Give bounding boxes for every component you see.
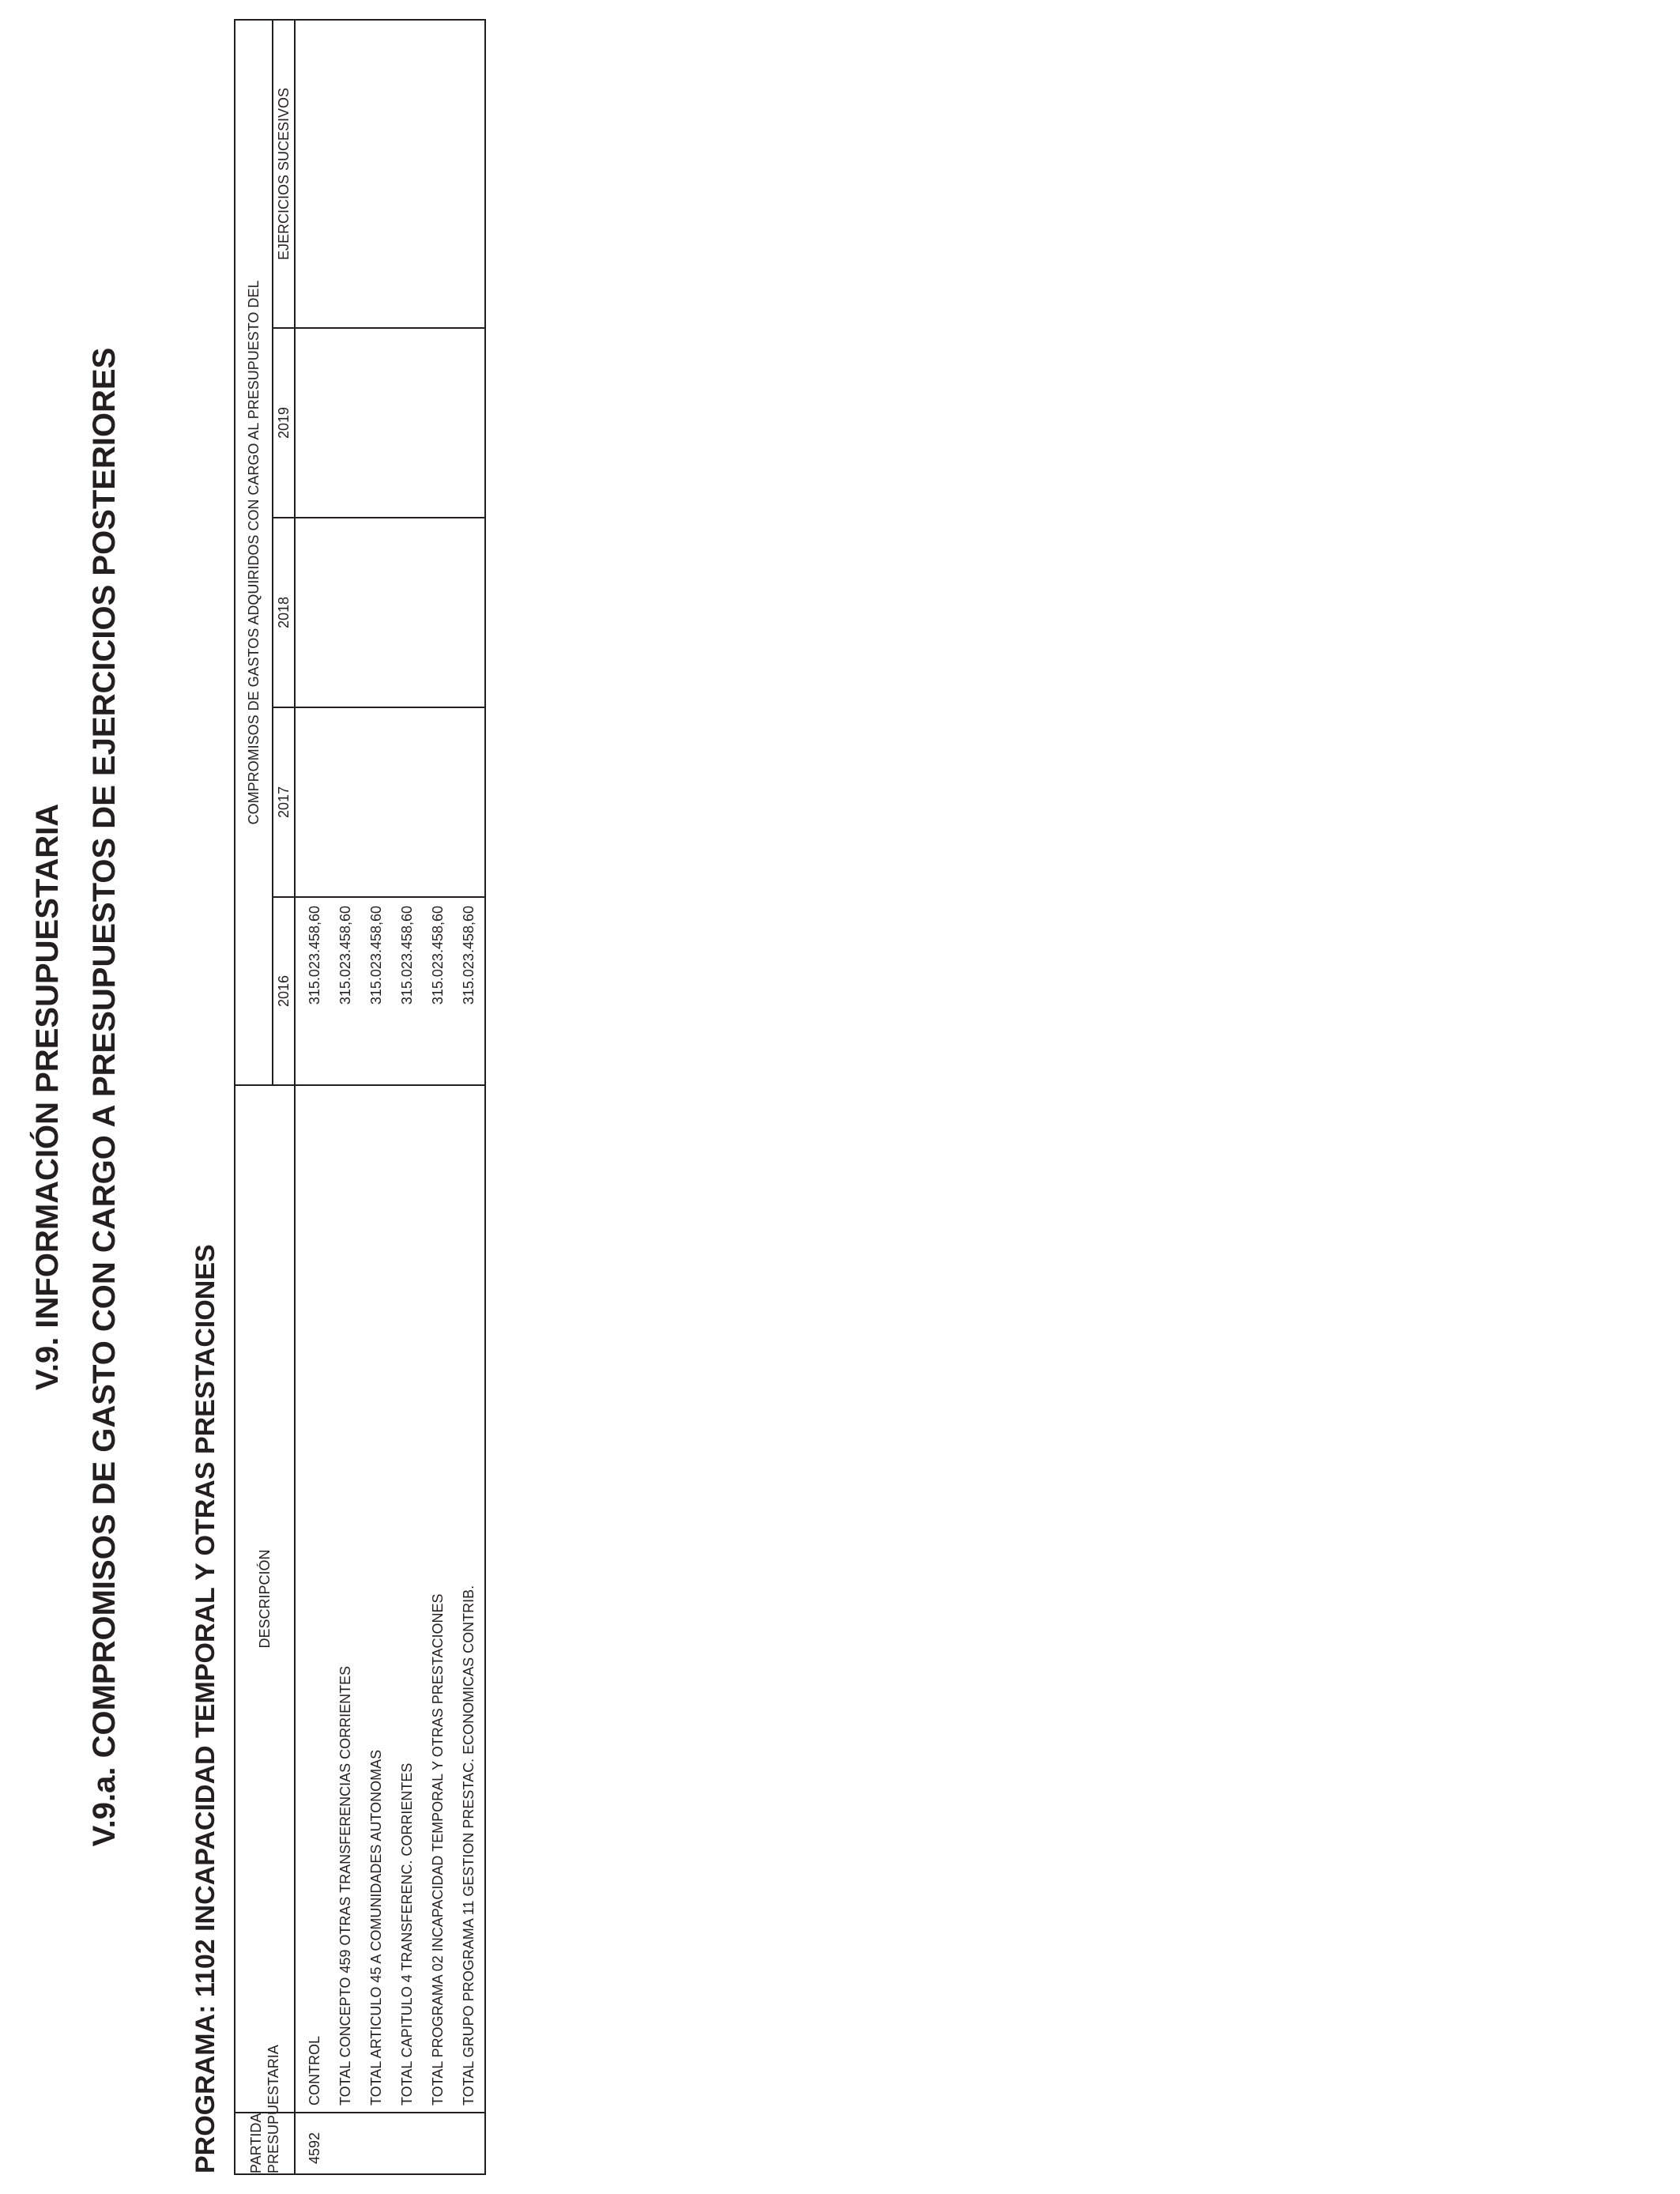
row-amount-2016: 315.023.458,60 <box>307 906 322 1005</box>
header-partida <box>235 2045 295 2174</box>
row-amount-2016: 315.023.458,60 <box>337 906 353 1005</box>
header-descripcion: DESCRIPCIÓN <box>235 1085 295 2113</box>
row-amount-2016: 315.023.458,60 <box>430 906 446 1005</box>
partida-code: 4592 <box>307 2132 322 2165</box>
header-partida-line2: PRESUPUESTARIA <box>266 2045 281 2173</box>
amounts-2019-cell <box>295 328 485 518</box>
section-title: V.9. INFORMACIÓN PRESUPUESTARIA <box>30 803 65 1391</box>
header-group-commitments: COMPROMISOS DE GASTOS ADQUIRIDOS CON CARGO AL PRESUPUESTO DEL <box>235 20 273 1085</box>
row-description: TOTAL GRUPO PROGRAMA 11 GESTION PRESTAC. ECONOMICAS CONTRIB. <box>461 1585 477 2105</box>
header-ejercicios-sucesivos: EJERCICIOS SUCESIVOS <box>273 20 295 328</box>
header-year-2017: 2017 <box>273 707 295 897</box>
descripcion-cell <box>295 1085 485 2113</box>
amounts-2018-cell <box>295 518 485 707</box>
commitments-table <box>234 19 486 2175</box>
amounts-sucesivos-cell <box>295 20 485 328</box>
amounts-2017-cell <box>295 707 485 897</box>
row-description: TOTAL PROGRAMA 02 INCAPACIDAD TEMPORAL Y OTRAS PRESTACIONES <box>430 1593 446 2105</box>
header-partida-line1: PARTIDA <box>248 2113 264 2173</box>
header-year-2018: 2018 <box>273 518 295 707</box>
row-description: TOTAL CONCEPTO 459 OTRAS TRANSFERENCIAS CORRIENTES <box>337 1665 353 2105</box>
row-amount-2016: 315.023.458,60 <box>368 906 384 1005</box>
amounts-2016-cell <box>295 897 485 1085</box>
row-description: TOTAL CAPITULO 4 TRANSFERENC. CORRIENTES <box>399 1762 415 2105</box>
header-year-2016: 2016 <box>273 897 295 1085</box>
program-title: PROGRAMA: 1102 INCAPACIDAD TEMPORAL Y OTRAS PRESTACIONES <box>190 1244 220 2173</box>
header-year-2019: 2019 <box>273 328 295 518</box>
partida-cell <box>295 2113 485 2174</box>
row-amount-2016: 315.023.458,60 <box>399 906 415 1005</box>
row-description: TOTAL ARTICULO 45 A COMUNIDADES AUTONOMAS <box>368 1749 384 2105</box>
row-description: CONTROL <box>307 2035 322 2105</box>
subsection-title: V.9.a. COMPROMISOS DE GASTO CON CARGO A PRESUPUESTOS DE EJERCICIOS POSTERIORES <box>87 347 122 1847</box>
row-amount-2016: 315.023.458,60 <box>461 906 477 1005</box>
